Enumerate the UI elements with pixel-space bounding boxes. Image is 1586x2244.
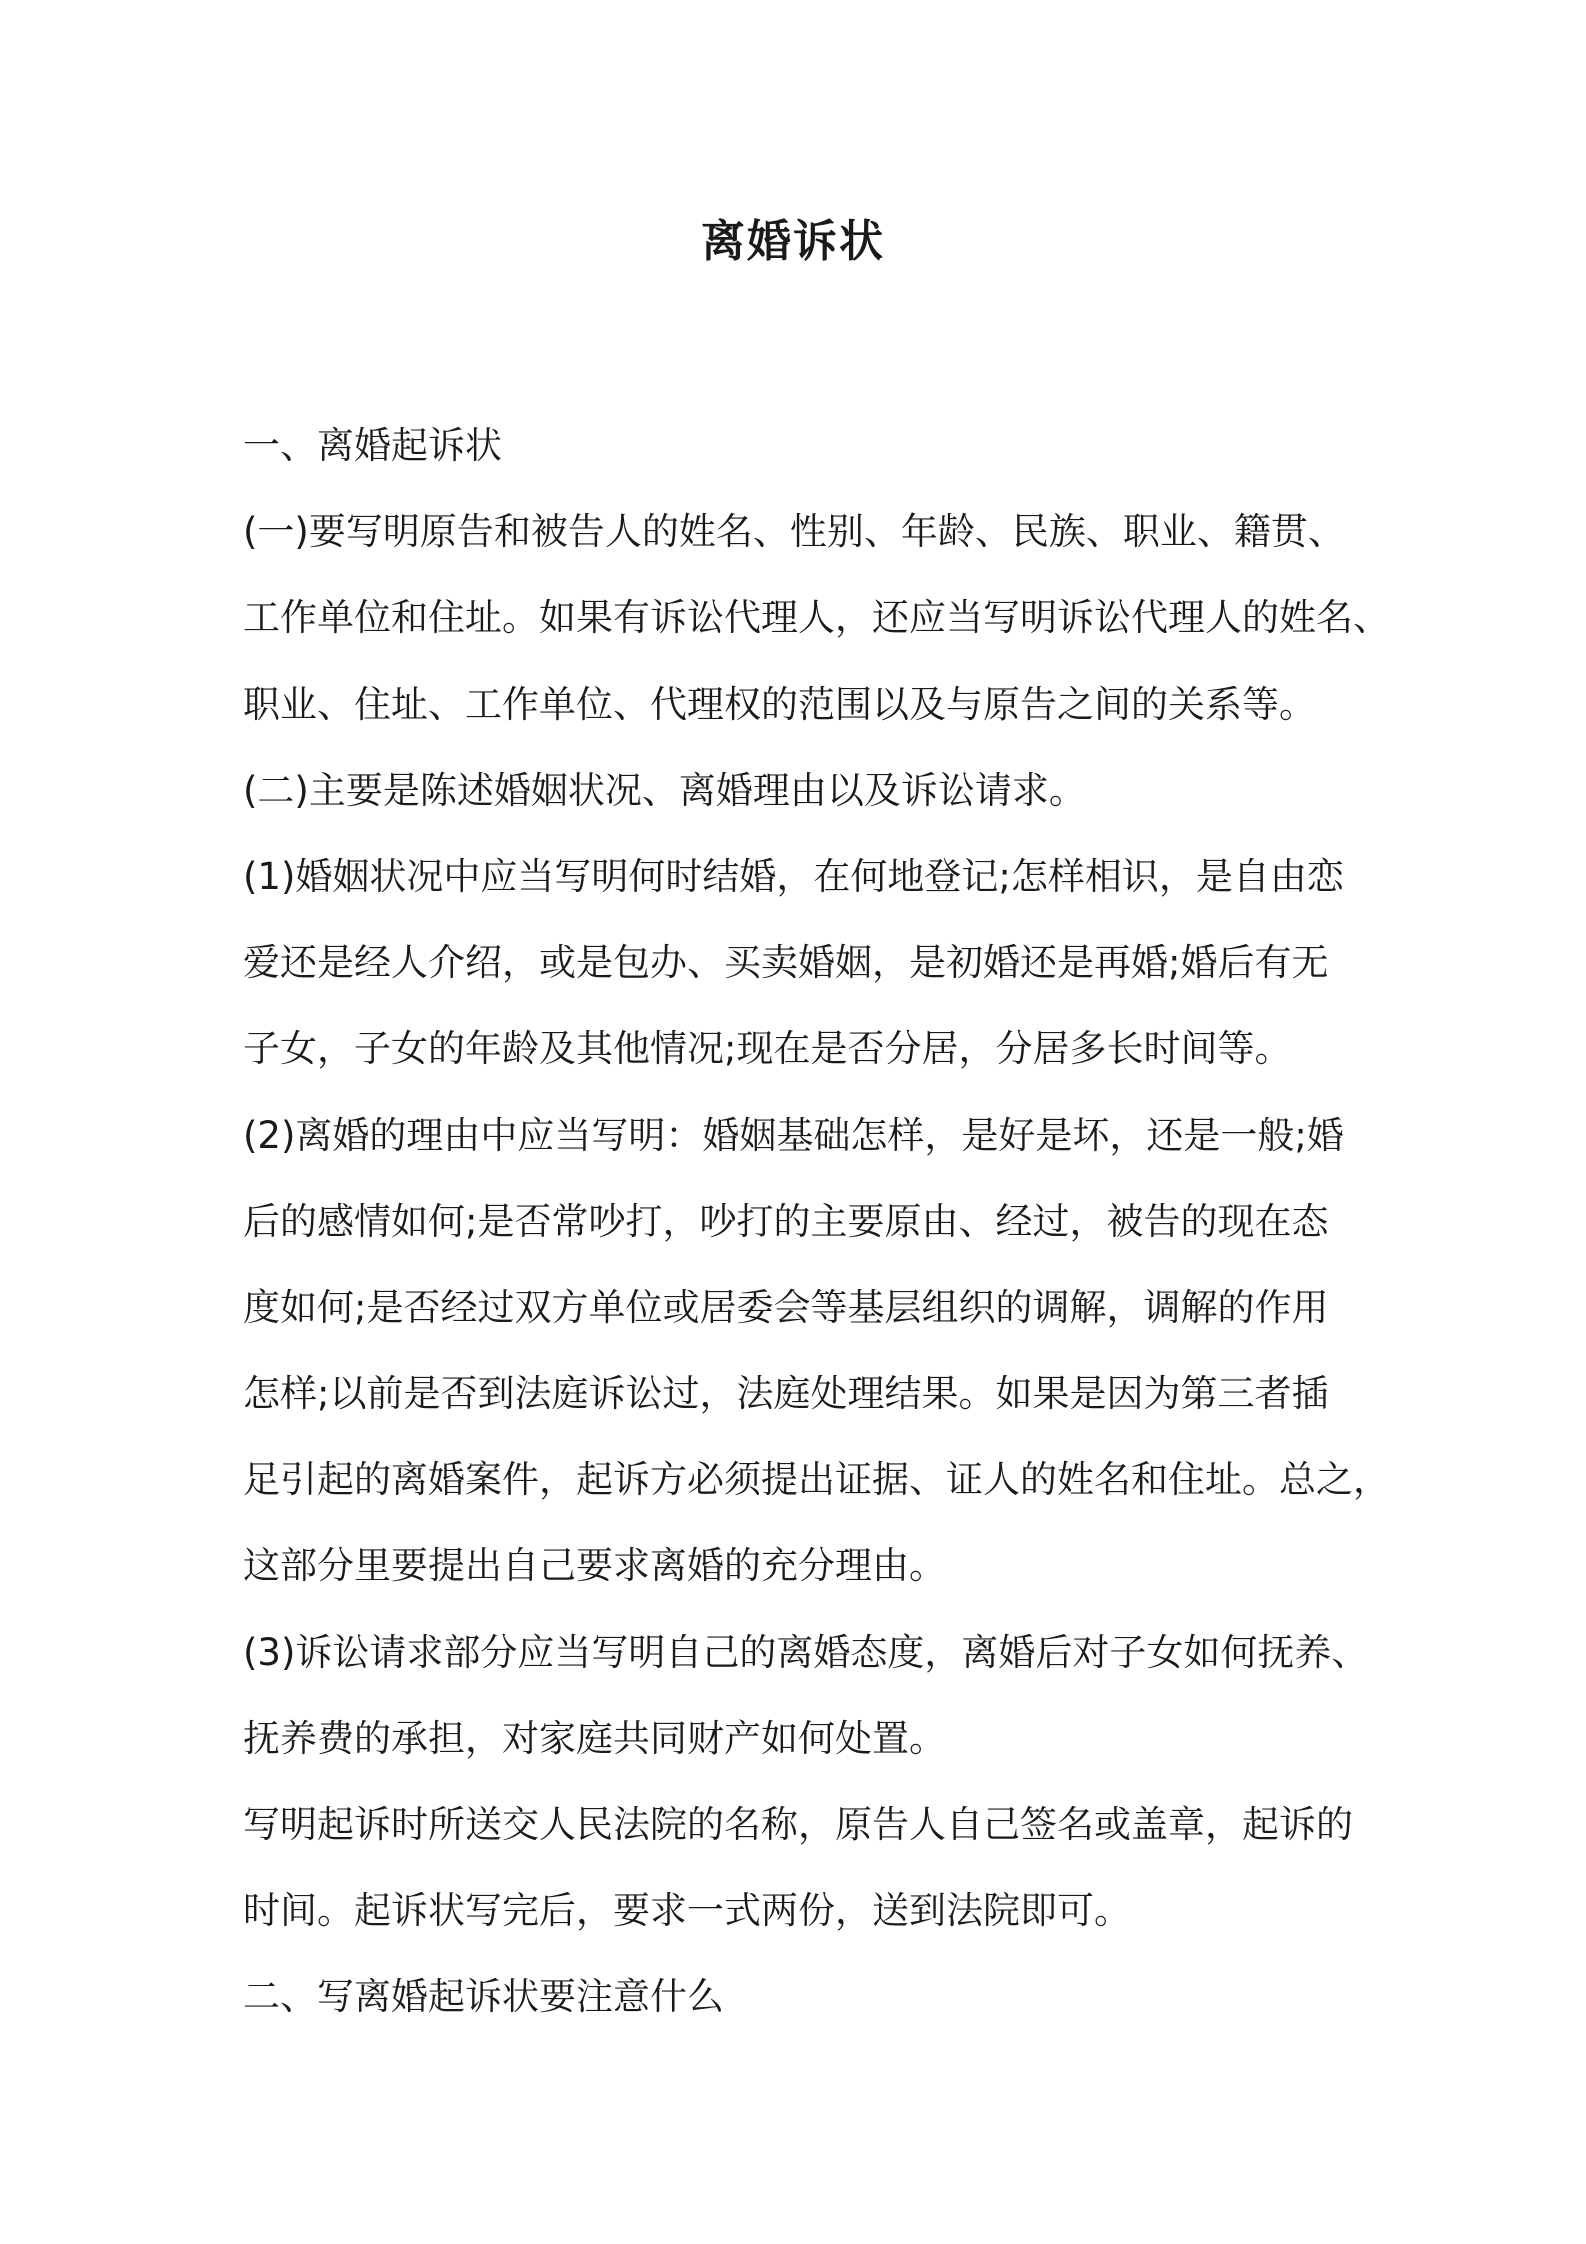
paragraph-line: (1)婚姻状况中应当写明何时结婚，在何地登记;怎样相识，是自由恋 <box>243 854 1344 898</box>
paragraph-line: 时间。起诉状写完后，要求一式两份，送到法院即可。 <box>243 1889 1131 1933</box>
section-heading-1: 一、离婚起诉状 <box>243 424 502 467</box>
paragraph-line: 写明起诉时所送交人民法院的名称，原告人自己签名或盖章，起诉的 <box>243 1803 1353 1846</box>
section-heading-2: 二、写离婚起诉状要注意什么 <box>243 1975 724 2019</box>
paragraph-line: 足引起的离婚案件，起诉方必须提出证据、证人的姓名和住址。总之， <box>243 1458 1390 1502</box>
paragraph-line: 职业、住址、工作单位、代理权的范围以及与原告之间的关系等。 <box>243 682 1316 726</box>
paragraph-line: (2)离婚的理由中应当写明：婚姻基础怎样，是好是坏，还是一般;婚 <box>243 1113 1344 1157</box>
document-body <box>243 403 1390 2041</box>
document-title: 离婚诉状 <box>701 216 885 267</box>
paragraph-line: 怎样;以前是否到法庭诉讼过，法庭处理结果。如果是因为第三者插 <box>243 1372 1329 1416</box>
paragraph-line: 子女，子女的年龄及其他情况;现在是否分居，分居多长时间等。 <box>243 1027 1292 1071</box>
paragraph-line: 后的感情如何;是否常吵打，吵打的主要原由、经过，被告的现在态 <box>243 1199 1329 1243</box>
paragraph-line: 这部分里要提出自己要求离婚的充分理由。 <box>243 1544 946 1588</box>
paragraph-line: 爱还是经人介绍，或是包办、买卖婚姻，是初婚还是再婚;婚后有无 <box>243 941 1329 985</box>
paragraph-line: 度如何;是否经过双方单位或居委会等基层组织的调解，调解的作用 <box>243 1285 1329 1329</box>
paragraph-line: 抚养费的承担，对家庭共同财产如何处置。 <box>243 1716 946 1760</box>
paragraph-line: (二)主要是陈述婚姻状况、离婚理由以及诉讼请求。 <box>243 768 1086 812</box>
paragraph-line: (一)要写明原告和被告人的姓名、性别、年龄、民族、职业、籍贯、 <box>243 510 1345 554</box>
paragraph-line: 工作单位和住址。如果有诉讼代理人，还应当写明诉讼代理人的姓名、 <box>243 596 1390 640</box>
paragraph-line: (3)诉讼请求部分应当写明自己的离婚态度，离婚后对子女如何抚养、 <box>243 1630 1369 1674</box>
